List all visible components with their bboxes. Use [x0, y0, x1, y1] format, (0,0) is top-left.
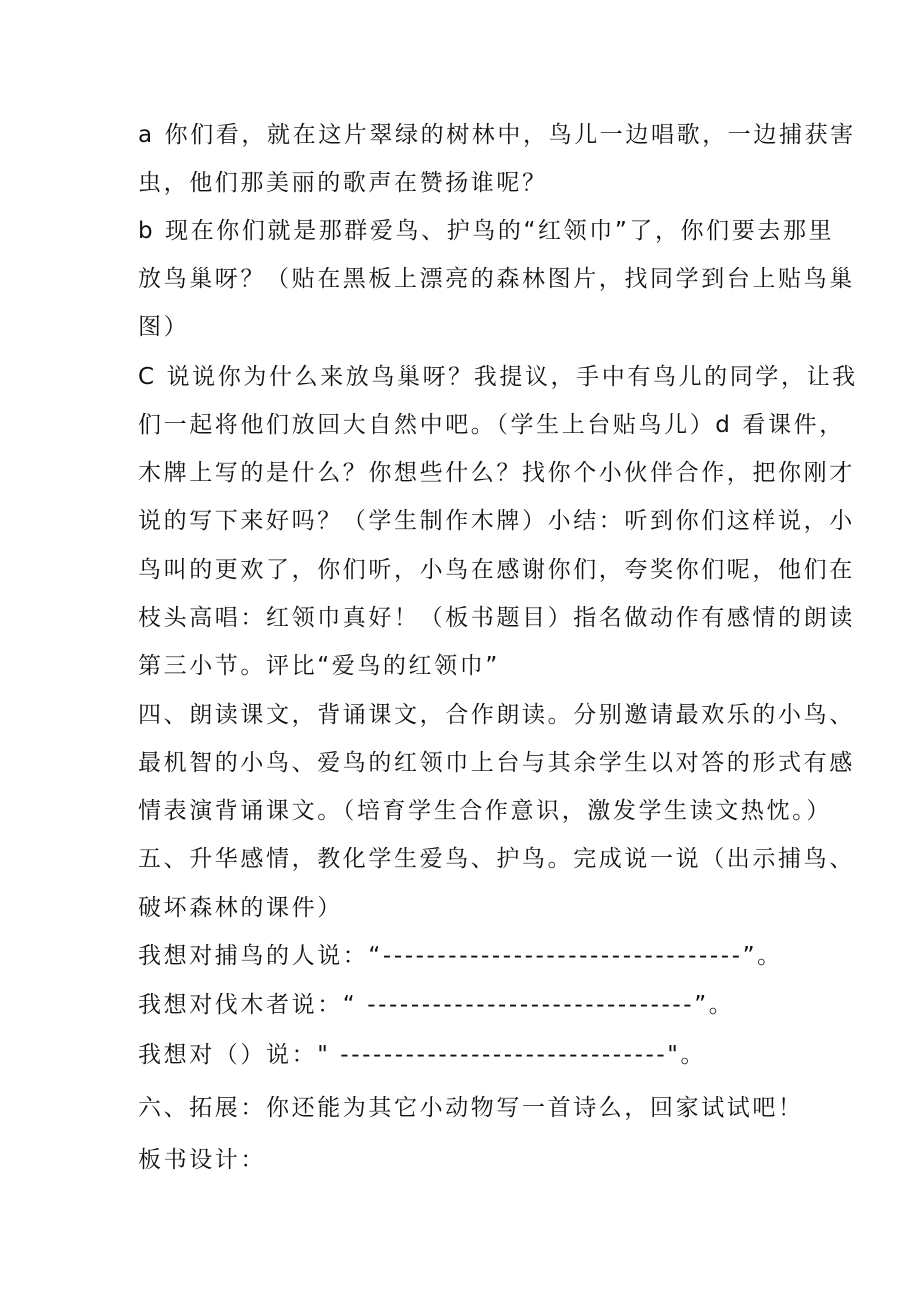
text-line: 五、升华感情，教化学生爱鸟、护鸟。完成说一说（出示捕鸟、 [138, 846, 855, 872]
text-line: 鸟叫的更欢了，你们听，小鸟在感谢你们，夸奖你们呢，他们在 [138, 557, 855, 583]
text-line: b 现在你们就是那群爱鸟、护鸟的“红领巾”了，你们要去那里 [138, 218, 835, 244]
text-line: 虫，他们那美丽的歌声在赞扬谁呢？ [138, 170, 548, 196]
text-line: 图） [138, 314, 190, 340]
text-line: 我想对捕鸟的人说：“---------------------------------”。 [138, 943, 783, 969]
text-line: 放鸟巢呀？（贴在黑板上漂亮的森林图片，找同学到台上贴鸟巢 [138, 266, 855, 292]
text-line: 第三小节。评比“爱鸟的红领巾” [138, 653, 500, 679]
text-line: 我想对（）说：" ------------------------------"。 [138, 1042, 707, 1068]
text-line: 板书设计： [138, 1147, 266, 1173]
text-line: 们一起将他们放回大自然中吧。（学生上台贴鸟儿）d 看课件， [138, 412, 845, 438]
text-line: 说的写下来好吗？（学生制作木牌）小结：听到你们这样说，小 [138, 508, 855, 534]
text-line: C 说说你为什么来放鸟巢呀？我提议，手中有鸟儿的同学，让我 [138, 364, 858, 390]
text-line: 我想对伐木者说：“ ------------------------------”。 [138, 992, 735, 1018]
text-line: a 你们看，就在这片翠绿的树林中，鸟儿一边唱歌，一边捕获害 [138, 122, 856, 148]
text-line: 木牌上写的是什么？你想些什么？找你个小伙伴合作，把你刚才 [138, 460, 855, 486]
text-line: 四、朗读课文，背诵课文，合作朗读。分别邀请最欢乐的小鸟、 [138, 702, 855, 728]
text-line: 最机智的小鸟、爱鸟的红领巾上台与其余学生以对答的形式有感 [138, 750, 855, 776]
text-line: 情表演背诵课文。（培育学生合作意识，激发学生读文热忱。） [138, 798, 832, 824]
text-line: 六、拓展：你还能为其它小动物写一首诗么，回家试试吧！ [138, 1095, 804, 1121]
text-line: 破坏森林的课件） [138, 895, 343, 921]
text-line: 枝头高唱：红领巾真好！（板书题目）指名做动作有感情的朗读 [138, 605, 855, 631]
